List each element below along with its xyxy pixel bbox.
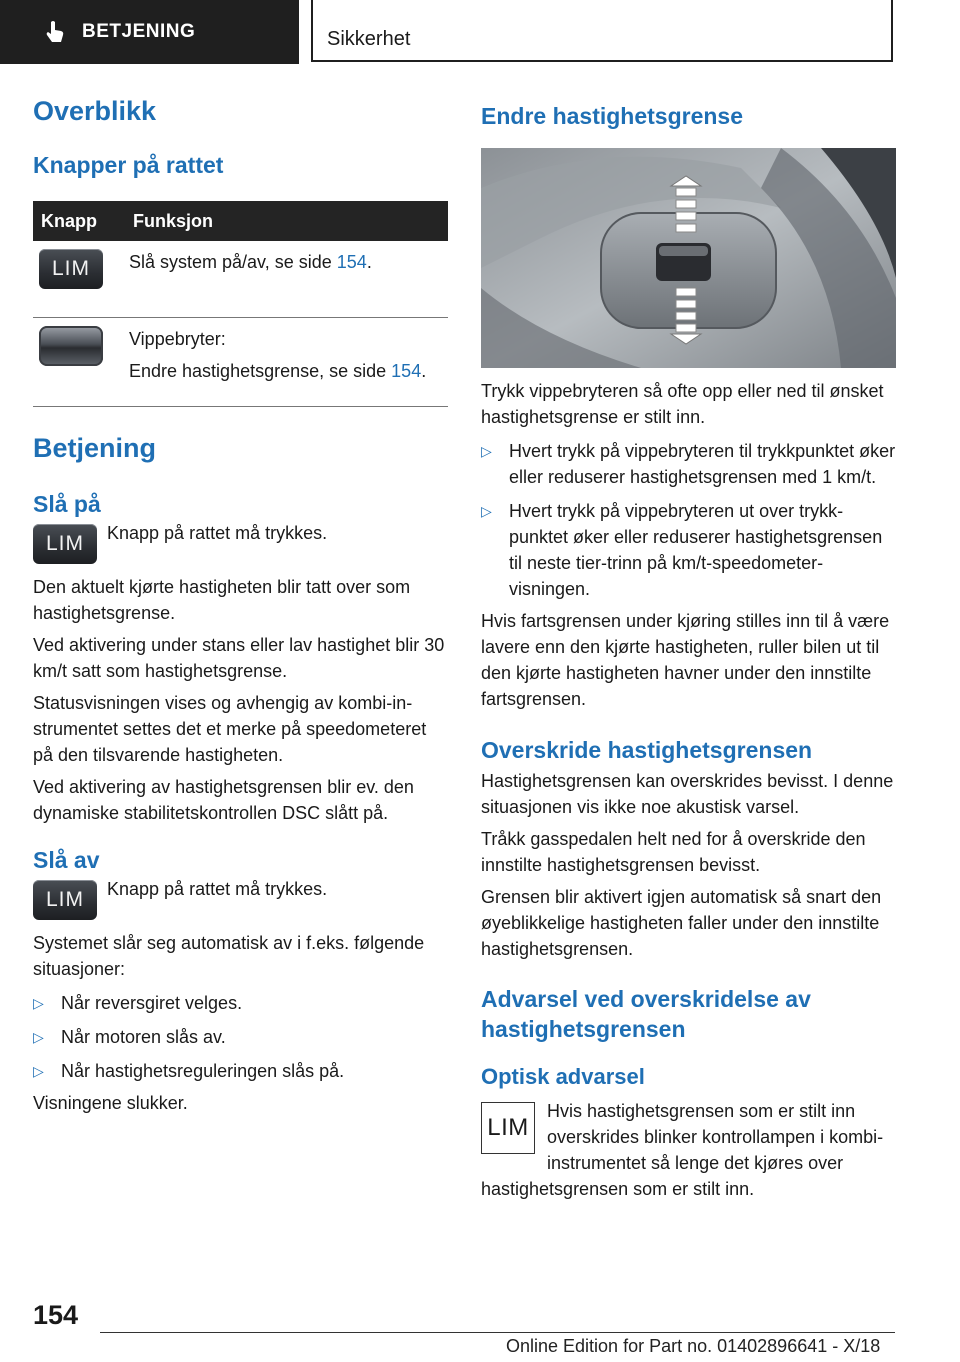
section-title: Sikkerhet xyxy=(327,28,411,50)
heading-switch-off: Slå av xyxy=(33,847,100,873)
paragraph: Hvis fartsgrensen under kjøring stilles inn til å være lavere enn den kjørte hastigheten, ruller bilen ut til den kjørte hastigheten havner under den innstilte fartsgrensen. xyxy=(481,611,890,709)
page-number: 154 xyxy=(33,1300,79,1330)
heading-operation: Betjening xyxy=(33,433,157,463)
paragraph: Tråkk gasspedalen helt ned for å overskride den innstilte hastighetsgrensen bevisst. xyxy=(481,829,866,875)
paragraph: Systemet slår seg automatisk av i f.eks. følgende situasjoner: xyxy=(33,933,425,979)
paragraph: Statusvisningen vises og avhengig av kombi-instrumentet settes det et merke på speedometeret på den tilsvarende hastigheten. xyxy=(33,693,427,765)
list-item: ▷ Når hastighetsreguleringen slås på. xyxy=(33,1058,448,1084)
footer-divider xyxy=(100,1332,895,1333)
left-column xyxy=(33,96,448,1116)
chapter-tab xyxy=(0,0,299,64)
heading-steering-buttons: Knapper på rattet xyxy=(33,152,224,178)
page-header xyxy=(0,0,960,66)
page-link[interactable]: 154 xyxy=(391,361,422,381)
heading-overview: Overblikk xyxy=(33,96,157,126)
heading-optical-warning: Optisk advarsel xyxy=(481,1064,645,1089)
switch-off-instruction: LIM Knapp på rattet må trykkes. xyxy=(33,876,448,924)
optical-warning-text: LIM Hvis hastighetsgrensen som er stilt inn overskrides blinker kontrollampen i kombi-instrumentet så lenge det kjøres over hastighetsgrensen som er stilt inn. xyxy=(481,1101,884,1199)
footer-edition: Online Edition for Part no. 01402896641 - X/18 xyxy=(506,1336,881,1356)
lim-indicator-lamp-icon: LIM xyxy=(481,1102,535,1154)
list-item: ▷ Hvert trykk på vippebryteren til trykkpunktet øker eller reduserer hastighetsgrensen med 1 km/t. xyxy=(481,438,896,490)
table-header-button: Knapp xyxy=(33,201,125,241)
rocker-switch-icon xyxy=(39,326,103,366)
button-function-table xyxy=(33,201,448,407)
lim-button-icon: LIM xyxy=(33,524,97,564)
paragraph: Hastighetsgrensen kan overskrides bevisst. I denne situasjonen vis ikke noe akustisk varsel. xyxy=(481,771,894,817)
page-link[interactable]: 154 xyxy=(336,252,367,272)
list-item: ▷ Når reversgiret velges. xyxy=(33,990,448,1016)
heading-change-limit: Endre hastighetsgrense xyxy=(481,103,744,129)
steering-wheel-rocker-photo xyxy=(481,148,896,368)
bullet-list xyxy=(33,990,448,1084)
hand-pointer-icon xyxy=(42,19,68,45)
lim-button-icon: LIM xyxy=(39,249,103,289)
table-cell-function: Slå system på/av, se side 154. xyxy=(125,241,448,318)
right-column xyxy=(481,96,896,1202)
heading-switch-on: Slå på xyxy=(33,491,101,517)
list-item: ▷ Når motoren slås av. xyxy=(33,1024,448,1050)
switch-on-instruction: LIM Knapp på rattet må trykkes. xyxy=(33,520,448,568)
paragraph: Ved aktivering under stans eller lav hastighet blir 30 km/t satt som hastighetsgrense. xyxy=(33,635,445,681)
table-header-function: Funksjon xyxy=(125,201,448,241)
paragraph: Grensen blir aktivert igjen automatisk så snart den øyeblikkelige hastigheten faller under den innstilte hastighetsgrensen. xyxy=(481,887,882,959)
paragraph: Visningene slukker. xyxy=(33,1093,188,1113)
chapter-title: BETJENING xyxy=(82,21,196,42)
heading-exceed-limit: Overskride hastighetsgrensen xyxy=(481,737,813,763)
section-tab xyxy=(311,0,893,62)
list-item: ▷ Hvert trykk på vippebryteren ut over trykkpunktet øker eller reduserer hastighetsgrensen til neste tier-trinn på km/t-speedometervisningen. xyxy=(481,498,896,602)
paragraph: Ved aktivering av hastighetsgrensen blir ev. den dynamiske stabilitetskontrollen DSC slått på. xyxy=(33,777,414,823)
paragraph: Den aktuelt kjørte hastigheten blir tatt over som hastighetsgrense. xyxy=(33,577,411,623)
paragraph: Trykk vippebryteren så ofte opp eller ned til ønsket hastighetsgrense er stilt inn. xyxy=(481,381,884,427)
bullet-list xyxy=(481,438,896,602)
lim-button-icon: LIM xyxy=(33,880,97,920)
heading-limit-warning: Advarsel ved overskridelse av hastighetsgrensen xyxy=(481,986,811,1042)
table-cell-function: Vippebryter: Endre hastighetsgrense, se side 154. xyxy=(125,318,448,407)
table-row xyxy=(33,318,448,407)
table-row xyxy=(33,241,448,318)
